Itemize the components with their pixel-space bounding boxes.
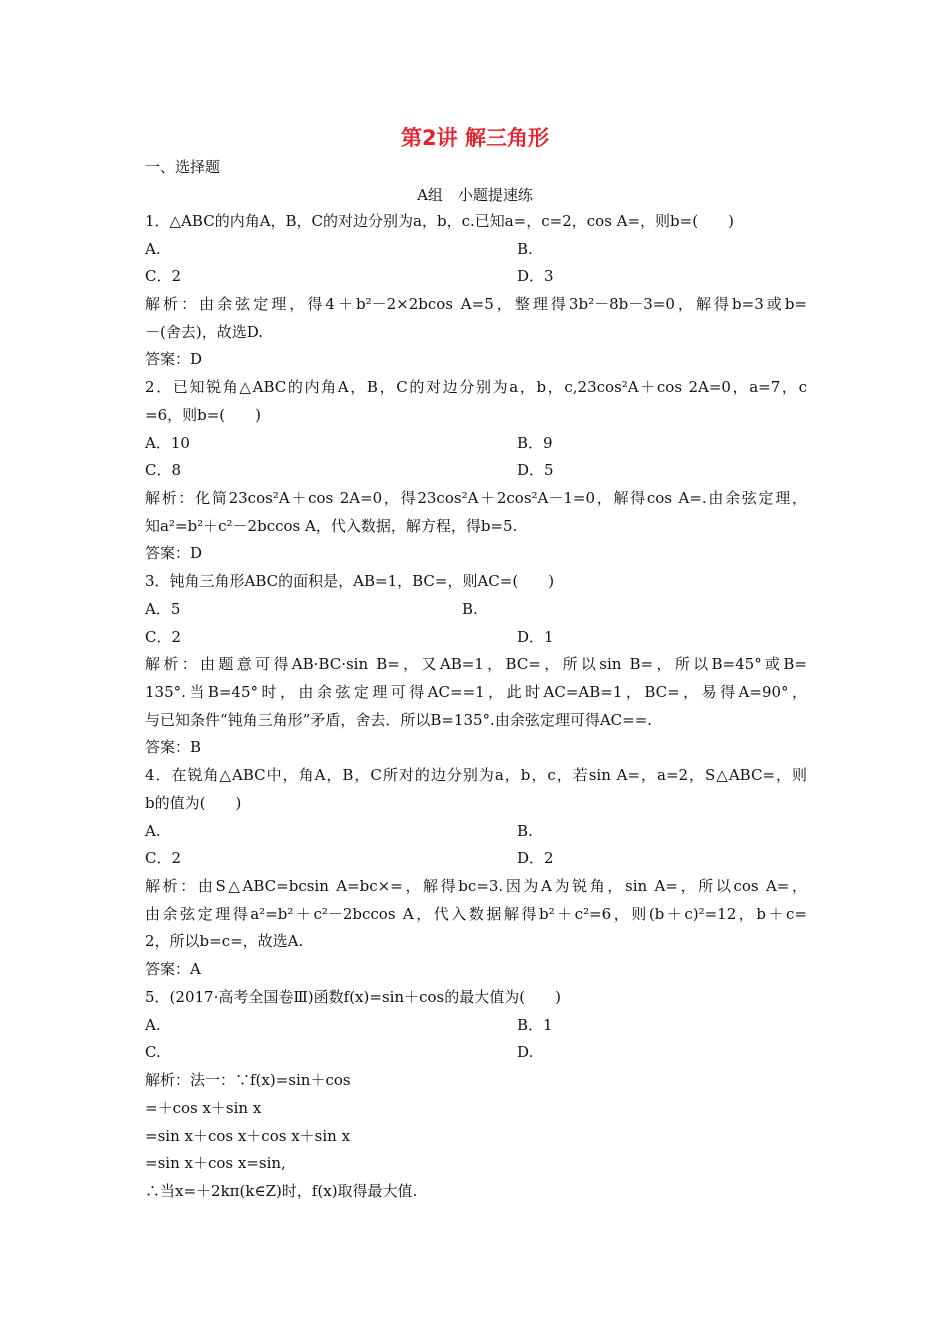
q2-solution-line-1: 解析：化简23cos²A＋cos 2A=0，得23cos²A＋2cos²A－1=0，解得cos A=.由余弦定理，	[145, 489, 807, 507]
q4-option-d: D．2	[517, 849, 554, 867]
q3-stem: 3．钝角三角形ABC的面积是，AB=1，BC=，则AC=( )	[145, 572, 555, 590]
q5-solution-line-5: ∴当x=＋2kπ(k∈Z)时，f(x)取得最大值.	[145, 1182, 418, 1200]
q3-option-b: B.	[462, 600, 478, 618]
q5-option-a: A.	[145, 1016, 161, 1034]
q2-answer: 答案：D	[145, 544, 203, 562]
q5-option-d: D.	[517, 1043, 534, 1061]
q5-solution-line-3: =sin x＋cos x＋cos x＋sin x	[145, 1127, 351, 1145]
q4-option-b: B.	[517, 822, 533, 840]
q1-option-c: C．2	[145, 267, 182, 285]
page-title: 第2讲 解三角形	[401, 126, 549, 150]
q1-option-d: D．3	[517, 267, 554, 285]
q4-option-a: A.	[145, 822, 161, 840]
q4-stem-line-2: b的值为( )	[145, 794, 242, 812]
q4-option-c: C．2	[145, 849, 182, 867]
group-heading: A组 小题提速练	[417, 186, 533, 204]
q4-solution-line-3: 2，所以b=c=，故选A.	[145, 932, 304, 950]
q3-answer: 答案：B	[145, 738, 202, 756]
q3-solution-line-1: 解析：由题意可得AB·BC·sin B=，又AB=1，BC=，所以sin B=，所以B=45°或B=	[145, 655, 807, 673]
q2-option-a: A．10	[145, 434, 190, 452]
q1-stem: 1．△ABC的内角A，B，C的对边分别为a，b，c.已知a=，c=2，cos A=，则b=( )	[145, 212, 734, 230]
q4-solution-line-1: 解析：由S△ABC=bcsin A=bc×=，解得bc=3.因为A为锐角，sin A=，所以cos A=，	[145, 877, 807, 895]
q1-solution-line-2: －(舍去)，故选D.	[145, 323, 263, 341]
q2-option-d: D．5	[517, 461, 554, 479]
q5-stem: 5．(2017·高考全国卷Ⅲ)函数f(x)=sin＋cos的最大值为( )	[145, 988, 561, 1006]
q4-answer: 答案：A	[145, 960, 201, 978]
q5-solution-line-1: 解析：法一：∵f(x)=sin＋cos	[145, 1071, 351, 1089]
q5-option-c: C.	[145, 1043, 161, 1061]
q2-stem-line-1: 2．已知锐角△ABC的内角A，B，C的对边分别为a，b，c,23cos²A＋cos 2A=0，a=7，c	[145, 378, 807, 396]
q2-solution-line-2: 知a²=b²＋c²－2bccos A，代入数据，解方程，得b=5.	[145, 517, 518, 535]
q1-option-b: B.	[517, 240, 533, 258]
q1-option-a: A.	[145, 240, 161, 258]
q2-option-c: C．8	[145, 461, 182, 479]
q3-option-c: C．2	[145, 628, 182, 646]
q1-solution-line-1: 解析：由余弦定理，得4＋b²－2×2bcos A=5，整理得3b²－8b－3=0，解得b=3或b=	[145, 295, 807, 313]
q5-solution-line-4: =sin x＋cos x=sin,	[145, 1154, 286, 1172]
q5-solution-line-2: =＋cos x＋sin x	[145, 1099, 262, 1117]
q3-solution-line-2: 135°.当B=45°时，由余弦定理可得AC==1，此时AC=AB=1，BC=，易得A=90°，	[145, 683, 807, 701]
q4-solution-line-2: 由余弦定理得a²=b²＋c²－2bccos A，代入数据解得b²＋c²=6，则(b＋c)²=12，b＋c=	[145, 905, 807, 923]
q4-stem-line-1: 4．在锐角△ABC中，角A，B，C所对的边分别为a，b，c，若sin A=，a=2，S△ABC=，则	[145, 766, 807, 784]
q3-option-d: D．1	[517, 628, 554, 646]
section-heading: 一、选择题	[145, 158, 221, 176]
q2-stem-line-2: =6，则b=( )	[145, 406, 261, 424]
q5-option-b: B．1	[517, 1016, 553, 1034]
q2-option-b: B．9	[517, 434, 553, 452]
q3-option-a: A．5	[145, 600, 181, 618]
q1-answer: 答案：D	[145, 350, 203, 368]
q3-solution-line-3: 与已知条件“钝角三角形”矛盾，舍去．所以B=135°.由余弦定理可得AC==.	[145, 711, 653, 729]
